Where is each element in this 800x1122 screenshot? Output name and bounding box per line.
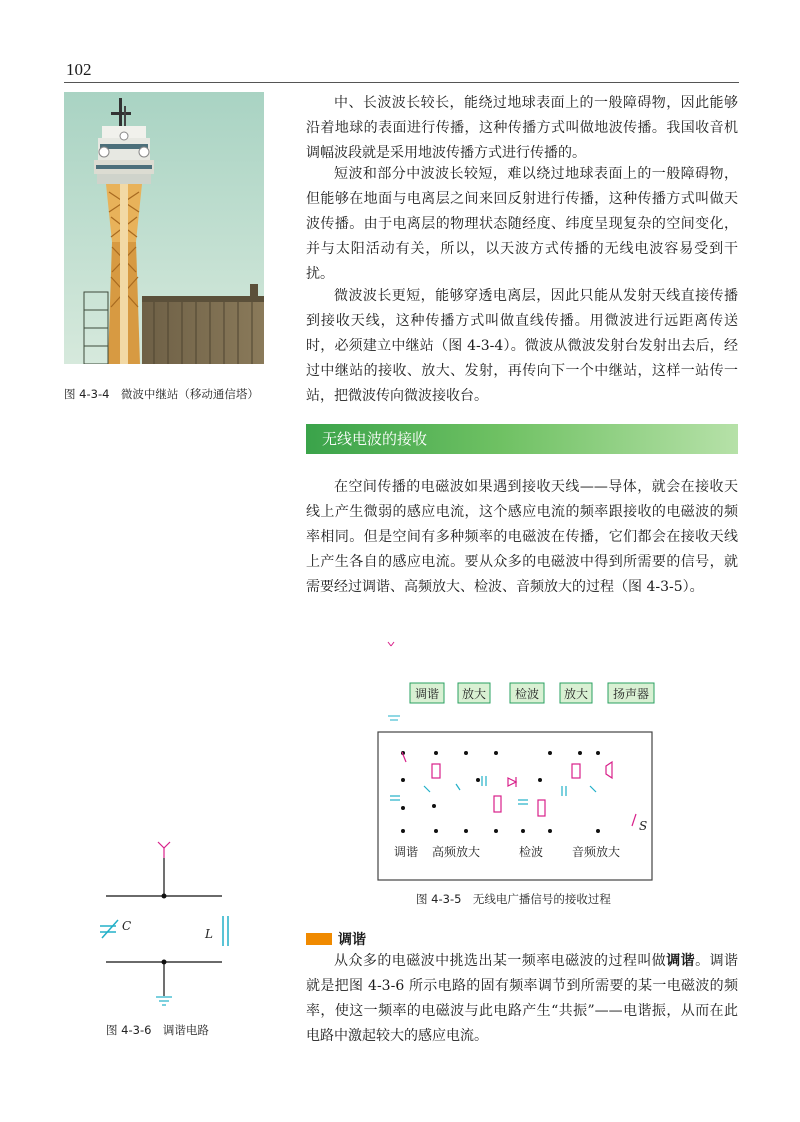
paragraph-reception: 在空间传播的电磁波如果遇到接收天线——导体，就会在接收天线上产生微弱的感应电流，这个感应电流的频率跟接收的电磁波的频率相同。但是空间有多种频率的电磁波在传播，它们都会在接收天线上产生各自的感应电流。要从众多的电磁波中得到所需要的信号，就需要经过调谐、高频放大、检波、音频放大的过程（图 4-3-5）。 — [306, 479, 738, 595]
stage-box-rf-amp — [458, 683, 490, 703]
tuning-keyword: 调谐 — [666, 953, 696, 969]
stage-box-speaker — [608, 683, 654, 703]
paragraph-sky-wave: 短波和部分中波波长较短，难以绕过地球表面上的一般障碍物，但能够在地面与电离层之间来回反射进行传播，这种传播方式叫做天波传播。由于电离层的物理状态随经度、纬度呈现复杂的空间变化，并与太阳活动有关，所以，以天波方式传播的无线电波容易受到干扰。 — [306, 166, 738, 282]
subsection-marker — [306, 933, 332, 945]
capacitor-icon — [100, 920, 118, 938]
paragraph-tuning — [306, 949, 738, 1049]
tuning-text-before: 从众多的电磁波中挑选出某一频率电磁波的过程叫做 — [334, 953, 667, 969]
receiver-caption: 图 4-3-5 无线电广播信号的接收过程 — [416, 892, 611, 906]
tuning-caption: 图 4-3-6 调谐电路 — [106, 1023, 209, 1037]
paragraph-ground-wave: 中、长波波长较长，能绕过地球表面上的一般障碍物，因此能够沿着地球的表面进行传播，这种传播方式叫做地波传播。我国收音机调幅波段就是采用地波传播方式进行传播的。 — [306, 95, 738, 161]
stage-label-rf-amp: 放大 — [461, 687, 487, 701]
stage-label-af-amp: 放大 — [563, 687, 589, 701]
inductor-icon — [223, 916, 228, 946]
bottom-label-detection: 检波 — [518, 845, 544, 859]
switch-label: S — [639, 819, 648, 833]
header-rule — [64, 82, 739, 83]
subsection-heading — [306, 930, 366, 948]
subsection-title: 调谐 — [338, 932, 366, 948]
tower-caption: 图 4-3-4 微波中继站（移动通信塔） — [64, 387, 259, 401]
microwave-tower-photo — [64, 92, 264, 364]
stage-label-speaker: 扬声器 — [612, 687, 650, 701]
tuning-circuit-diagram — [92, 834, 242, 1014]
page-number: 102 — [66, 60, 92, 79]
inductor-label: L — [205, 927, 213, 941]
capacitor-label: C — [122, 919, 132, 933]
stage-label-tuning: 调谐 — [414, 687, 440, 701]
paragraph-line-of-sight: 微波波长更短，能够穿透电离层，因此只能从发射天线直接传播到接收天线，这种传播方式叫做直线传播。用微波进行远距离传送时，必须建立中继站（图 4-3-4）。微波从微波发射台发射出去后，经过中继站的接收、放大、发射，再传向下一个中继站，这样一站传一站，把微波传向微波接收台。 — [306, 288, 738, 404]
antenna-icon — [158, 842, 170, 858]
receiver-process-diagram — [374, 636, 660, 888]
bottom-label-rf-amp: 高频放大 — [431, 845, 481, 859]
stage-box-detection — [510, 683, 544, 703]
bottom-label-af-amp: 音频放大 — [571, 845, 621, 859]
section-heading-bar — [306, 424, 738, 454]
ground-icon — [156, 997, 172, 1005]
antenna-mark — [388, 642, 394, 646]
stage-box-af-amp — [560, 683, 592, 703]
stage-label-detection: 检波 — [514, 687, 540, 701]
tuning-text-after: 。调谐就是把图 4-3-6 所示电路的固有频率调节到所需要的某一电磁波的频率，使这一频率的电磁波与此电路产生“共振”——电谐振，从而在此电路中激起较大的感应电流。 — [306, 953, 739, 1044]
section-title: 无线电波的接收 — [322, 430, 428, 448]
junction-bottom — [162, 960, 167, 965]
bottom-label-tuning: 调谐 — [393, 845, 419, 859]
junction-top — [162, 894, 167, 899]
stage-box-tuning — [410, 683, 444, 703]
ground-mark — [388, 716, 400, 720]
